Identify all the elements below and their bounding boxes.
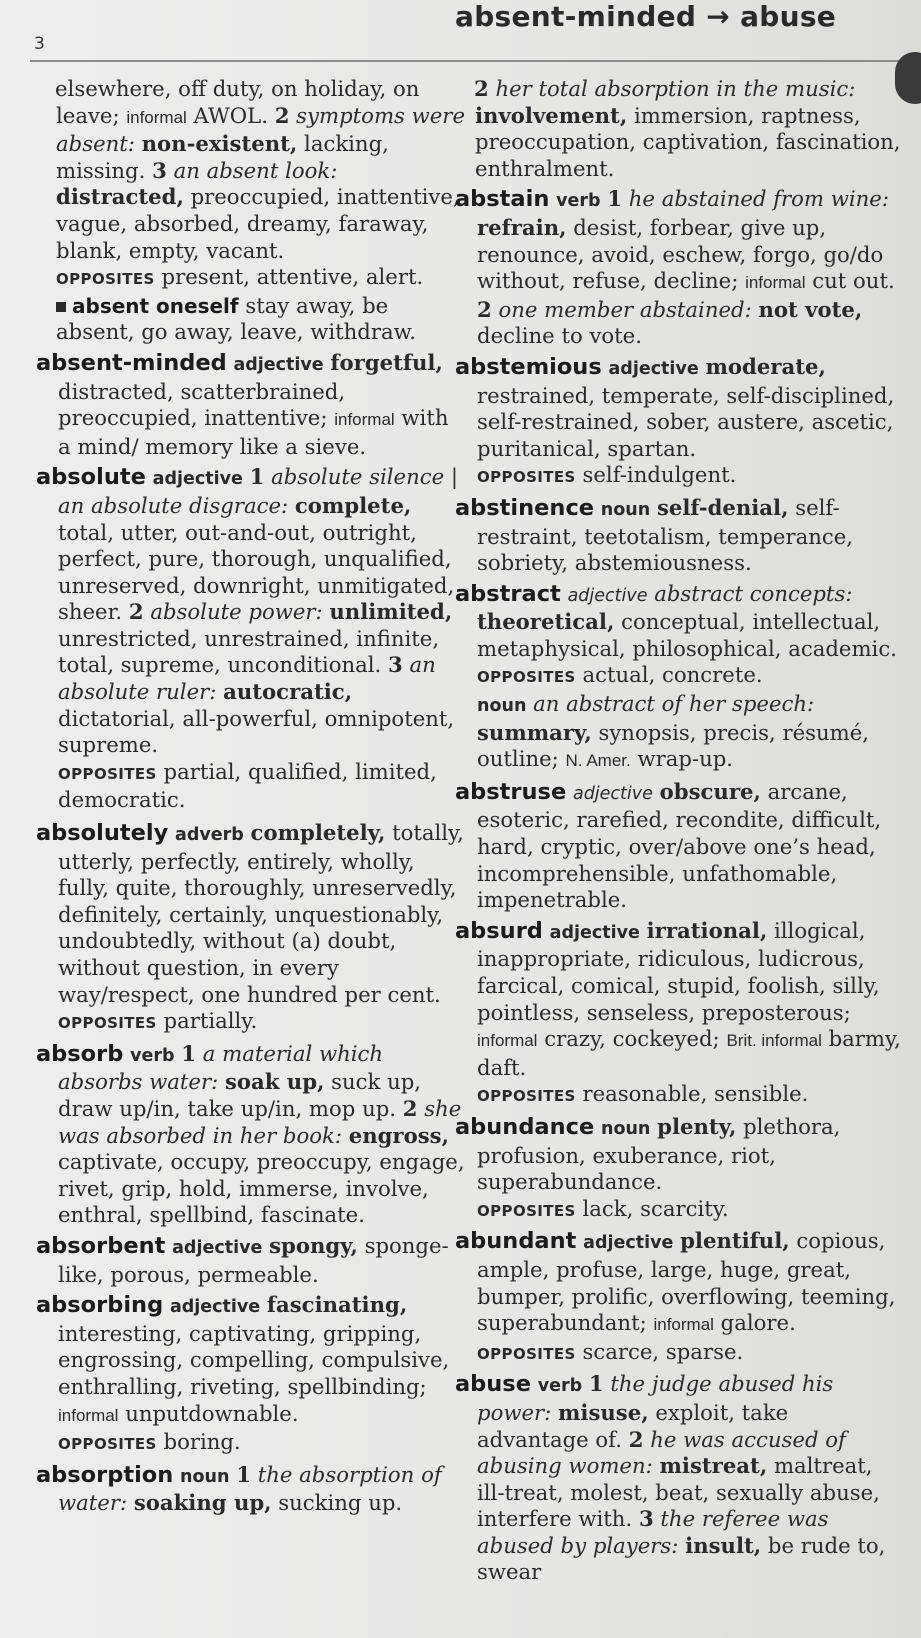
opposites-label: OPPOSITES [477,1087,576,1106]
entry-text: cut out. [805,268,895,294]
entry-text: stay away, be absent, go away, leave, withdraw. [56,292,416,345]
entry-text: sucking up. [271,1490,403,1516]
key-synonym: self-denial, [656,494,789,520]
key-synonym: soaking up, [133,1490,272,1516]
example-text: abstract concepts: [647,580,853,606]
opposites-label: OPPOSITES [58,1435,157,1454]
key-synonym: mistreat, [659,1453,768,1479]
example-text: an absolute ruler: [58,652,436,705]
opposites-label: OPPOSITES [477,1201,576,1220]
entry-text: with a mind/ memory like a sieve. [58,405,449,459]
key-synonym: moderate, [705,353,826,379]
headword: absorbing [36,1292,164,1319]
opposites-line [58,1429,466,1458]
header-rule [30,60,921,62]
part-of-speech: noun [477,696,527,717]
sense-number: 1 [249,464,265,490]
opposites-text: present, attentive, alert. [154,264,424,290]
entry-abuse [455,1371,905,1586]
key-synonym: not vote, [758,296,863,322]
entry-absorbent [36,1233,466,1288]
part-of-speech: adjective [572,783,653,804]
key-synonym: spongy, [269,1232,358,1258]
sense-number: 3 [152,157,167,183]
headword: abstemious [455,353,602,380]
part-of-speech: adjective [549,922,640,943]
part-of-speech: adjective [608,358,699,379]
key-synonym: refrain, [477,214,567,240]
example-text: the referee was abused by players: [477,1506,829,1558]
key-synonym: fascinating, [266,1292,408,1318]
key-synonym: non-existent, [141,131,298,157]
entry-text: plethora, profusion, exuberance, riot, superabundance. [477,1113,841,1195]
example-text: an absent look: [166,157,338,183]
entry-abstemious [455,354,905,491]
entry-text: immersion, raptness, preoccupation, captivation, fascination, enthralment. [475,102,901,181]
entry-abstruse [455,779,905,914]
key-synonym: autocratic, [223,679,353,705]
example-text: a material which absorbs water: [58,1040,384,1095]
opposites-line [477,662,905,691]
entry-abstract [455,581,905,775]
part-of-speech: adverb [175,825,244,846]
sense-number: 2 [128,599,144,625]
key-synonym: unlimited, [329,599,453,625]
continued-entry [455,76,905,182]
entry-absolute [36,464,466,816]
key-synonym: completely, [250,820,386,846]
opposites-text: boring. [156,1429,241,1455]
entry-text: totally, utterly, perfectly, entirely, wholly, fully, quite, thoroughly, unreservedly, definitely, certainly, unquestionably, undoubtedly, without (a) doubt, without question, in every way/respect, one hundred per cent. [58,820,464,1007]
entry-text: captivate, occupy, preoccupy, engage, rivet, grip, hold, immerse, involve, enthral, spellbind, fascinate. [58,1149,465,1228]
right-column [455,76,905,1590]
part-of-speech: adjective [233,354,324,375]
entry-text: wrap-up. [630,746,734,772]
key-synonym: engross, [348,1122,449,1148]
key-synonym: irrational, [646,917,768,943]
entry-abstinence [455,495,905,577]
part-of-speech: verb [130,1045,175,1066]
opposites-label: OPPOSITES [477,468,576,487]
part-of-speech: verb [556,191,601,212]
entry-abundant [455,1228,905,1367]
headword: absorbent [36,1232,166,1259]
sense-number: 2 [628,1426,644,1452]
entry-text: conceptual, intellectual, metaphysical, philosophical, academic. [477,609,897,661]
entry-text: self-restraint, teetotalism, temperance, sobriety, abstemiousness. [477,494,854,576]
register-label: Brit. informal [726,1031,822,1051]
part-of-speech: adjective [583,1233,674,1254]
opposites-text: self-indulgent. [575,462,737,488]
key-synonym: complete, [294,492,412,518]
opposites-label: OPPOSITES [56,270,155,289]
register-label: N. Amer. [565,751,631,771]
opposites-line [477,1196,905,1225]
opposites-text: partial, qualified, limited, democratic. [58,758,437,813]
entry-text: desist, forbear, give up, renounce, avoid, eschew, forgo, go/do without, refuse, decline; [477,214,884,294]
headword: abundant [455,1228,577,1255]
opposites-text: actual, concrete. [575,662,763,688]
entry-text: total, utter, out-and-out, outright, perfect, pure, thorough, unqualified, unreserved, downright, unmitigated, sheer. [58,519,455,625]
entry-text: interesting, captivating, gripping, engrossing, compelling, compulsive, enthralling, riveting, spellbinding; [58,1320,450,1399]
part-of-speech: adjective [172,1237,263,1258]
register-label: informal [477,1031,538,1051]
entry-text: copious, ample, profuse, large, huge, great, bumper, prolific, overflowing, teeming, superabundant; [477,1228,896,1336]
sense-number: 2 [402,1095,418,1121]
entry-text: restrained, temperate, self-disciplined, self-restrained, sober, austere, ascetic, puritanical, spartan. [477,382,895,461]
headword: absorb [36,1040,124,1067]
example-text: he was accused of abusing women: [477,1426,846,1479]
opposites-line [58,1008,466,1037]
entry-text: elsewhere, off duty, on holiday, on leave; [55,76,420,128]
left-column [36,76,466,1521]
entry-text: illogical, inappropriate, ridiculous, ludicrous, farcical, comical, stupid, foolish, silly, pointless, senseless, preposterous; [477,917,880,1025]
headword: abstain [455,186,550,213]
example-text: she was absorbed in her book: [58,1095,462,1148]
headword: absolute [36,464,146,491]
phrase-line [56,293,466,346]
sense-number: 1 [236,1461,251,1487]
key-synonym: forgetful, [330,349,443,375]
sense-number: 1 [181,1040,197,1066]
sense-number: 1 [607,186,623,212]
headword: absorption [36,1461,174,1488]
entry-text: arcane, esoteric, rarefied, recondite, difficult, hard, cryptic, over/above one’s head, incomprehensible, unfathomable, impenetrable. [477,778,882,913]
key-synonym: insult, [685,1532,762,1558]
entry-abstain [455,186,905,350]
entry-text: exploit, take advantage of. [477,1399,789,1452]
headword: absolutely [36,820,169,847]
entry-absurd [455,918,905,1110]
register-label: informal [334,410,395,430]
entry-text: galore. [713,1310,796,1336]
headword: abundance [455,1113,595,1140]
key-synonym: plenty, [657,1113,737,1139]
phrase-headword: absent oneself [72,293,239,318]
example-text: an abstract of her speech: [526,691,815,717]
example-text: one member abstained: [491,296,759,322]
key-synonym: involvement, [475,102,628,128]
entry-text: AWOL. [186,102,275,128]
entry-text: crazy, cockeyed; [537,1026,727,1052]
part-of-speech: verb [537,1376,583,1397]
part-of-speech: noun [600,1118,651,1139]
sense-number: 3 [638,1506,654,1532]
running-head: absent-minded → abuse [455,0,837,33]
entry-absorb [36,1041,466,1229]
entry-text: unrestricted, unrestrained, infinite, total, supreme, unconditional. [58,625,440,678]
opposites-line [56,264,466,293]
register-label: informal [126,107,187,127]
entry-absent-minded [36,350,466,460]
sense-line [477,691,905,775]
key-synonym: soak up, [224,1069,325,1095]
sense-number: 2 [274,102,290,128]
opposites-line [477,1081,905,1110]
entry-text: decline to vote. [477,323,642,349]
entry-text: barmy, daft. [477,1026,901,1080]
entry-text: lacking, missing. [56,131,389,183]
sense-number: 2 [477,296,492,322]
part-of-speech: adjective [152,469,243,490]
part-of-speech: noun [600,499,651,520]
opposites-line [477,462,905,491]
page-number: 3 [34,34,45,54]
headword: absurd [455,917,543,944]
sense-number: 2 [474,76,489,101]
entry-text: unputdownable. [118,1400,299,1426]
entry-text: synopsis, precis, résumé, outline; [477,719,870,772]
register-label: informal [653,1315,714,1335]
example-text: the absorption of water: [58,1461,442,1516]
headword: absent-minded [36,349,227,376]
opposites-text: lack, scarcity. [575,1195,729,1221]
headword: abstract [455,580,561,607]
headword: abstruse [455,778,567,805]
part-of-speech: adjective [169,1297,261,1318]
phrase-bullet-icon [56,302,66,312]
sense-number: 3 [387,652,403,678]
entry-absolutely [36,820,466,1037]
headword: abstinence [455,494,595,521]
example-text: absolute silence | an absolute disgrace: [58,464,459,518]
opposites-text: scarce, sparse. [575,1338,744,1364]
continued-entry [36,76,466,346]
opposites-label: OPPOSITES [58,1014,157,1033]
opposites-text: partially. [156,1008,258,1034]
entry-text: dictatorial, all-powerful, omnipotent, supreme. [58,705,455,758]
entry-absorption [36,1462,466,1517]
entry-text: sponge-like, porous, permeable. [58,1232,449,1287]
entry-text: preoccupied, inattentive, vague, absorbed, dreamy, faraway, blank, empty, vacant. [56,184,460,263]
key-synonym: misuse, [558,1399,649,1425]
entry-abundance [455,1114,905,1224]
sense-number: 1 [588,1371,604,1397]
part-of-speech: adjective [567,585,648,606]
example-text: the judge abused his power: [477,1371,834,1425]
key-synonym: theoretical, [477,609,615,635]
opposites-line [477,1339,905,1368]
entry-text: distracted, scatterbrained, preoccupied, inattentive; [58,378,346,431]
entry-text: be rude to, swear [477,1532,886,1585]
opposites-label: OPPOSITES [477,1344,576,1363]
entry-absorbing [36,1292,466,1458]
key-synonym: plentiful, [680,1228,790,1254]
opposites-line [58,759,466,816]
example-text: he abstained from wine: [622,186,889,212]
key-synonym: obscure, [659,778,761,804]
example-text: symptoms were absent: [56,102,465,157]
entry-text: maltreat, ill-treat, molest, beat, sexually abuse, interfere with. [477,1453,880,1532]
key-synonym: summary, [477,719,592,745]
entry-text: suck up, draw up/in, take up/in, mop up. [58,1069,422,1121]
part-of-speech: noun [180,1466,230,1487]
opposites-label: OPPOSITES [58,764,157,783]
register-label: informal [745,273,806,293]
headword: abuse [455,1371,531,1398]
example-text: absolute power: [143,599,330,625]
example-text: her total absorption in the music: [488,76,856,101]
opposites-label: OPPOSITES [477,668,576,687]
key-synonym: distracted, [56,184,184,210]
opposites-text: reasonable, sensible. [575,1081,809,1107]
register-label: informal [58,1405,119,1425]
